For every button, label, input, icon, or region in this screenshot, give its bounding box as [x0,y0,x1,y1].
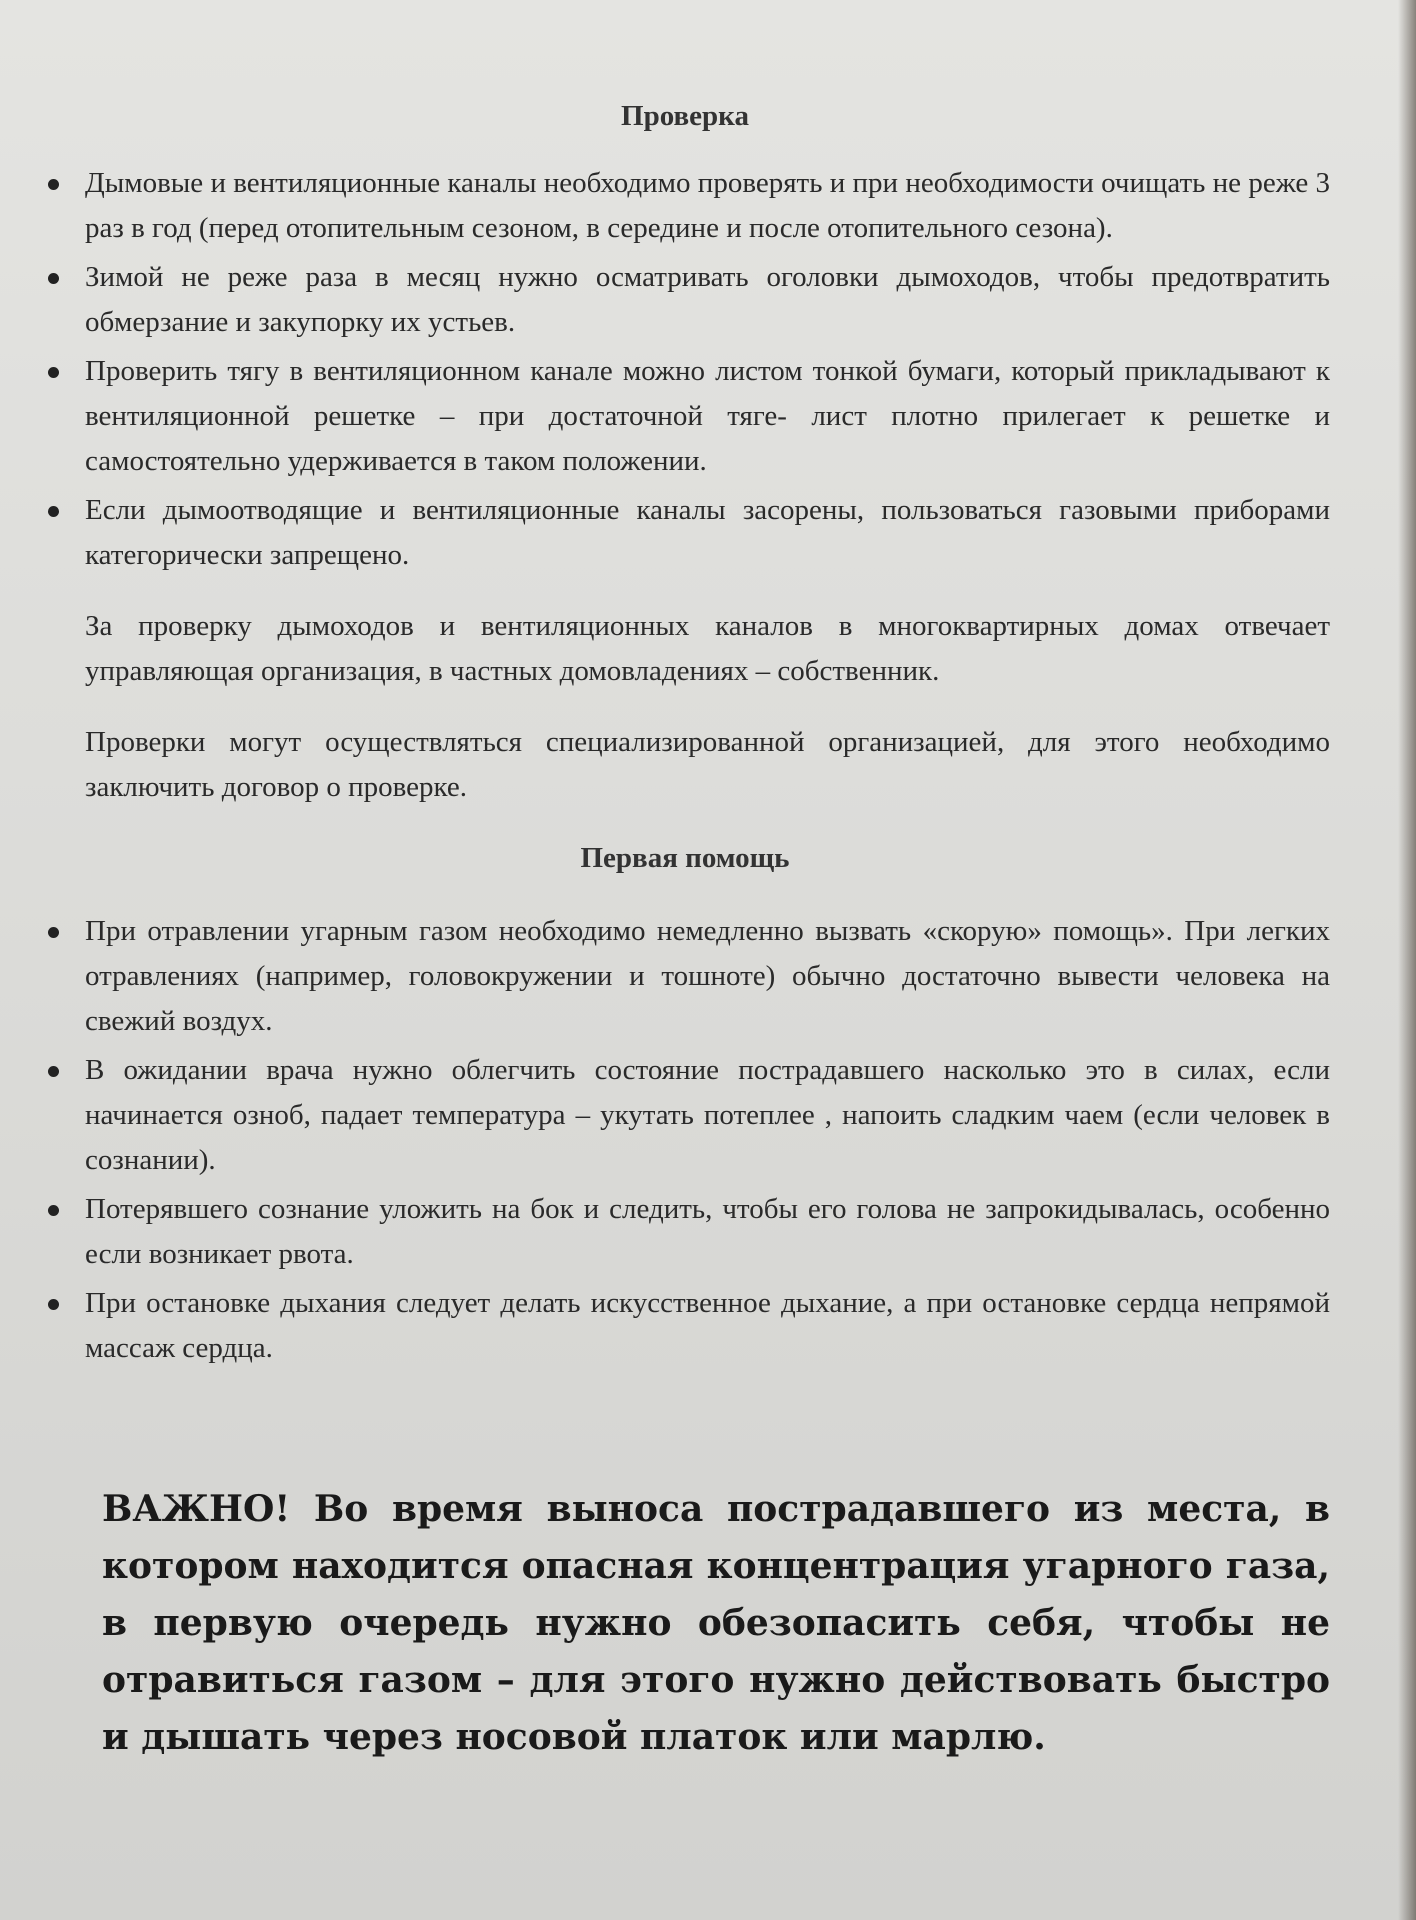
list-item-text: В ожидании врача нужно облегчить состояние пострадавшего насколько это в силах, если начинается озноб, падает температура – укутать потеплее , напоить сладким чаем (если человек в сознании). [85,1054,1330,1176]
list-item [40,349,1330,484]
list-item [40,1048,1330,1183]
bullet-icon [48,179,59,190]
bullet-icon [48,1066,59,1077]
bullet-icon [48,506,59,517]
list-item-text: При отравлении угарным газом необходимо немедленно вызвать «скорую» помощь». При легких отравлениях (например, головокружении и тошноте) обычно достаточно вывести человека на свежий воздух. [85,915,1330,1037]
list-item [40,1281,1330,1371]
list-item-text: Если дымоотводящие и вентиляционные каналы засорены, пользоваться газовыми приборами категорически запрещено. [85,494,1330,571]
bullet-icon [48,927,59,938]
list-item-text: Зимой не реже раза в месяц нужно осматривать оголовки дымоходов, чтобы предотвратить обмерзание и закупорку их устьев. [85,261,1330,338]
bullet-icon [48,1299,59,1310]
check-list [40,161,1330,578]
list-item [40,488,1330,578]
important-notice: ВАЖНО! Во время выноса пострадавшего из места, в котором находится опасная концентрация угарного газа, в первую очередь нужно обезопасить себя, чтобы не отравиться газом – для этого нужно действовать быстро и дышать через носовой платок или марлю. [102,1488,1330,1758]
paragraph-responsibility: За проверку дымоходов и вентиляционных каналов в многоквартирных домах отвечает управляющая организация, в частных домовладениях – собственник. [85,610,1330,687]
document-content [40,100,1330,1766]
list-item-text: Проверить тягу в вентиляционном канале можно листом тонкой бумаги, который прикладывают к вентиляционной решетке – при достаточной тяге- лист плотно прилегает к решетке и самостоятельно удерживается в таком положении. [85,355,1330,477]
first-aid-list [40,909,1330,1371]
bullet-icon [48,1205,59,1216]
paragraph-contract: Проверки могут осуществляться специализированной организацией, для этого необходимо заключить договор о проверке. [85,726,1330,803]
list-item-text: При остановке дыхания следует делать искусственное дыхание, а при остановке сердца непрямой массаж сердца. [85,1287,1330,1364]
section-title-check: Проверка [621,100,749,132]
section-title-first-aid: Первая помощь [580,842,790,874]
list-item [40,1187,1330,1277]
list-item-text: Потерявшего сознание уложить на бок и следить, чтобы его голова не запрокидывалась, особенно если возникает рвота. [85,1193,1330,1270]
list-item [40,255,1330,345]
bullet-icon [48,367,59,378]
paper-edge-shadow [1398,0,1416,1920]
list-item [40,909,1330,1044]
list-item-text: Дымовые и вентиляционные каналы необходимо проверять и при необходимости очищать не реже 3 раз в год (перед отопительным сезоном, в середине и после отопительного сезона). [85,167,1330,244]
bullet-icon [48,273,59,284]
list-item [40,161,1330,251]
